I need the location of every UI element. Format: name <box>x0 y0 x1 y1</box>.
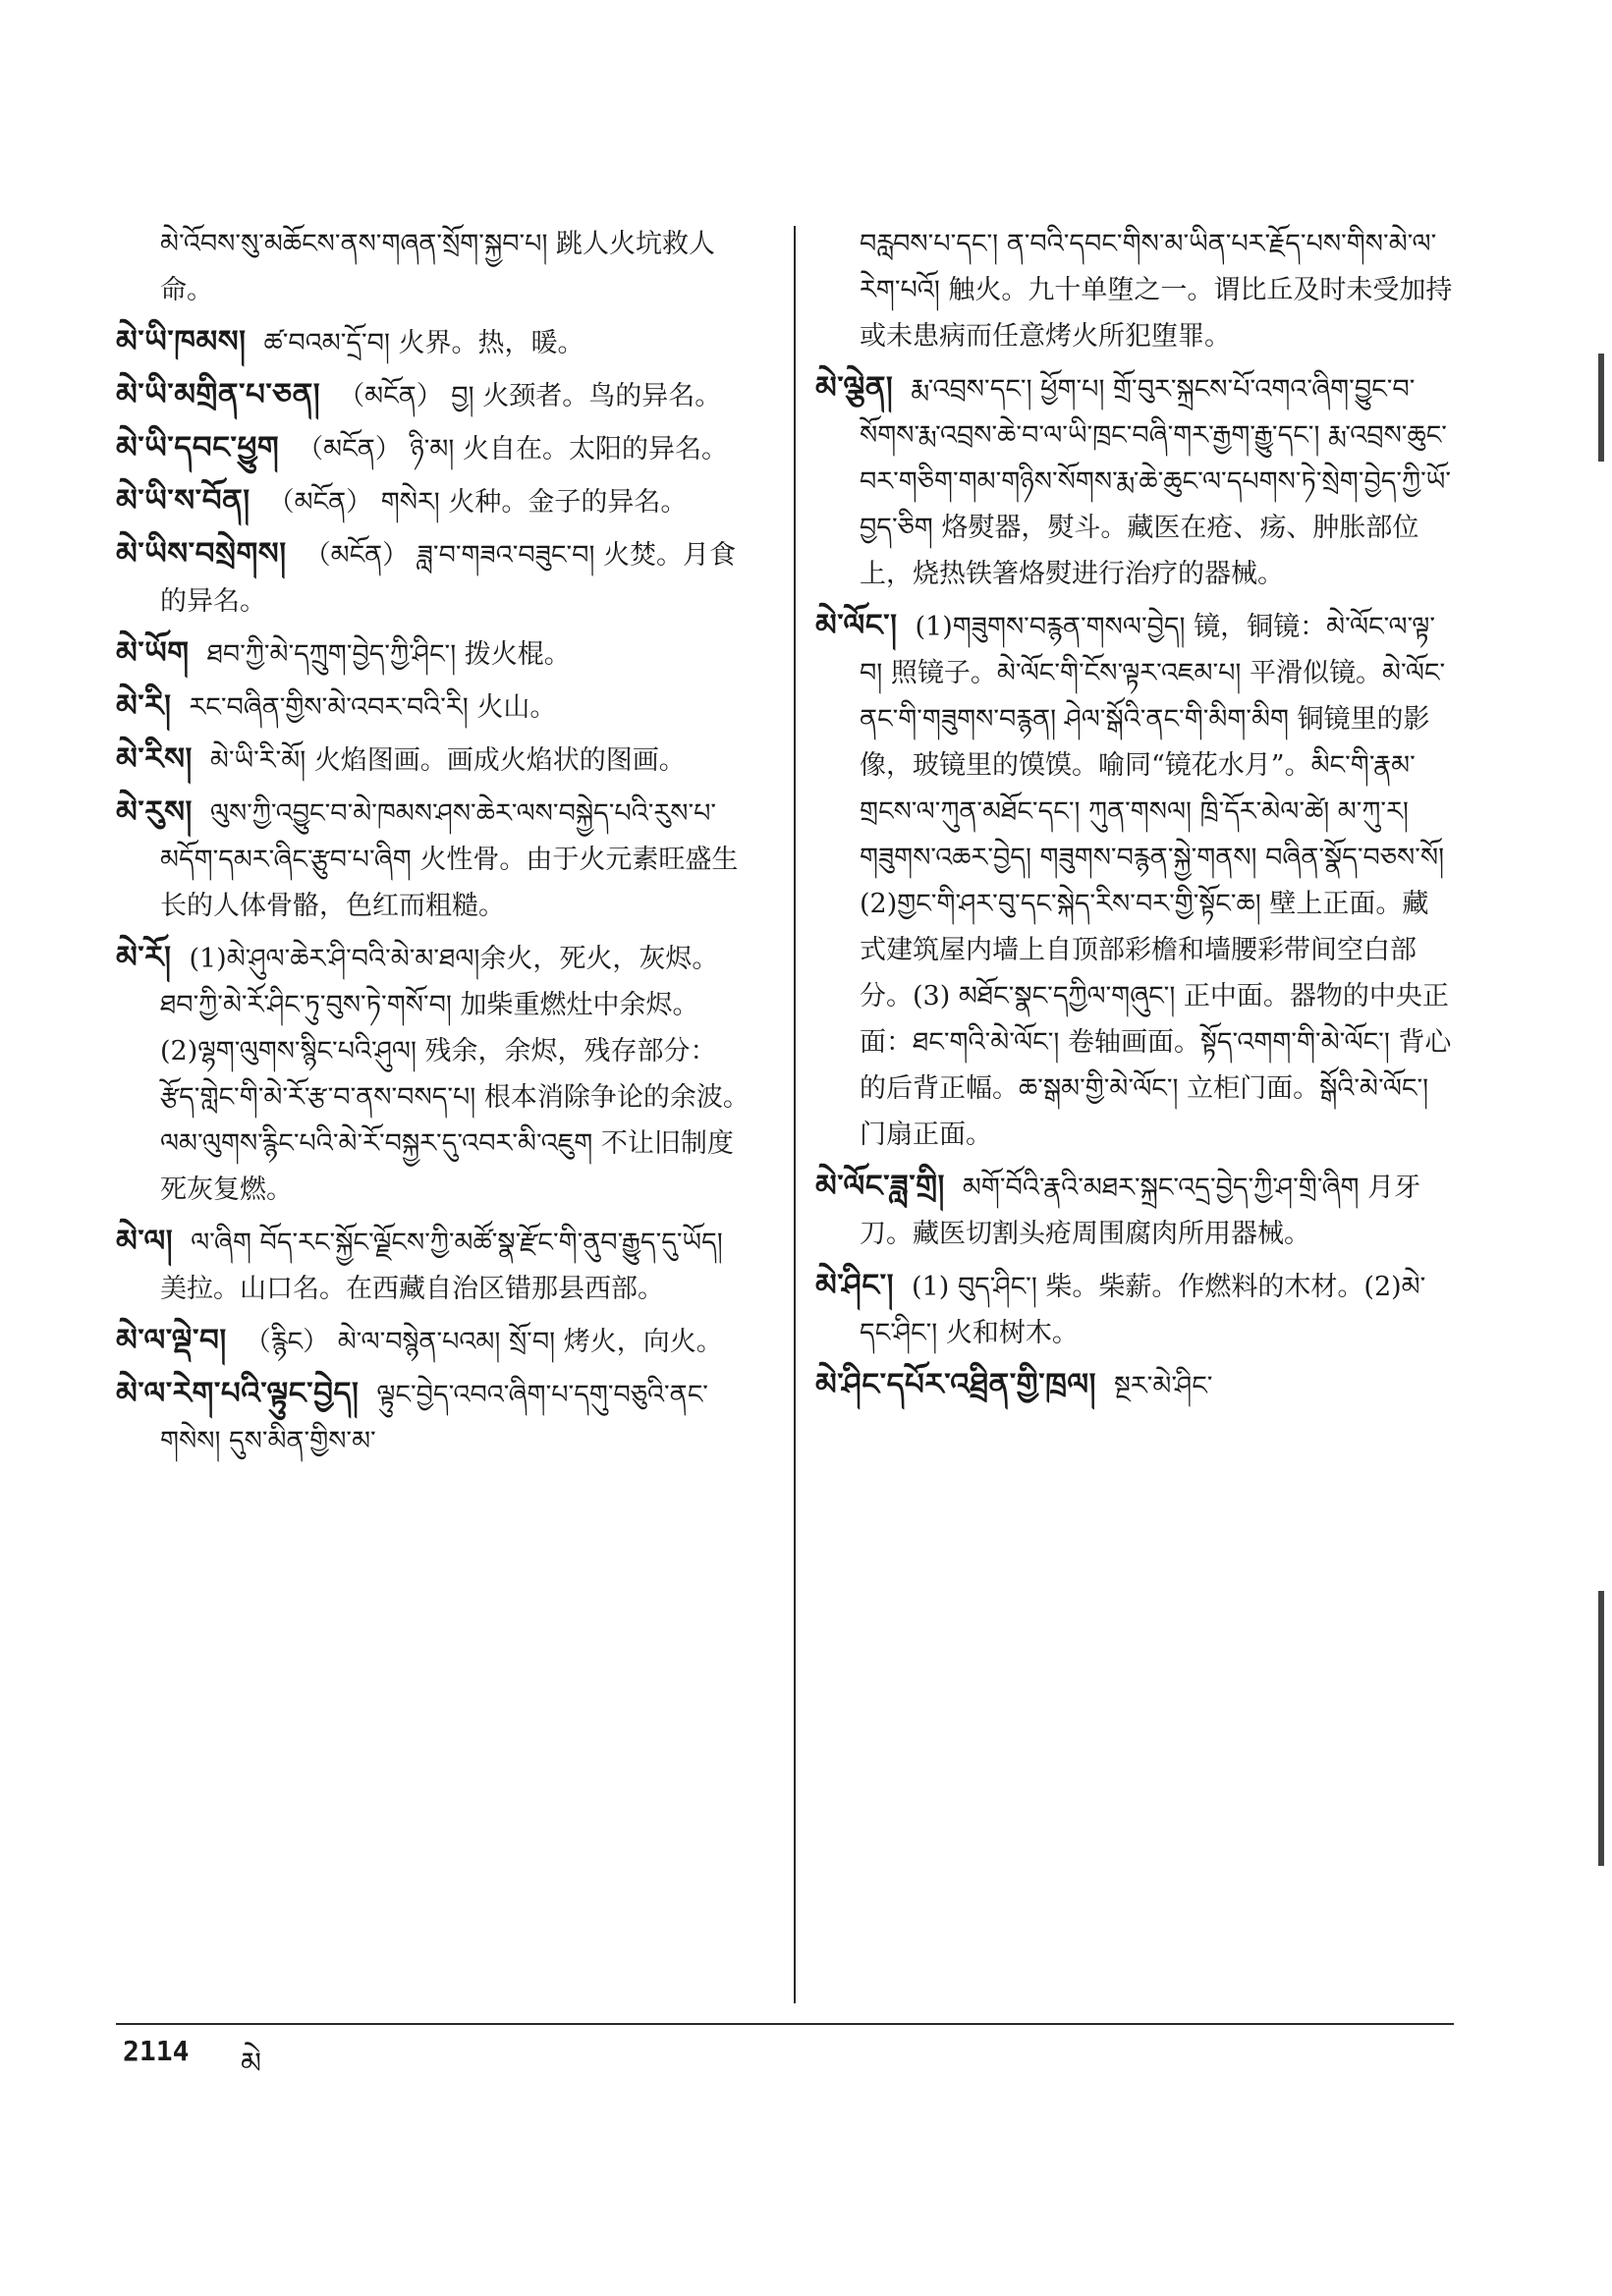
definition: ཐབ་ཀྱི་མེ་དཀྲུག་བྱེད་ཀྱི་ཤིང་། 拨火棍。 <box>206 639 571 670</box>
headword: མེ་ཡི་དབང་ཕྱུག <box>116 430 280 465</box>
dictionary-entry <box>116 935 754 1213</box>
dictionary-entry <box>116 683 754 731</box>
headword: མེ་ལོང་། <box>815 608 898 643</box>
dictionary-entry <box>116 221 754 313</box>
dictionary-entry <box>116 372 754 419</box>
definition: མགོ་བོའི་རྣའི་མཐར་སྐྲང་འདྲ་བྱེད་ཀྱི་ཤ་གྲི་ཞིག 月牙刀。藏医切割头疮周围腐肉所用器械。 <box>860 1173 1421 1249</box>
definition: རྨ་འབྲས་དང་། ཕྱོག་པ། གྲོ་བུར་སྐྲངས་པོ་འགའ་ཞིག་བྱུང་བ་སོགས་རྨ་འབྲས་ཆེ་བ་ལ་ཡི་ཁྲང་བཞི་གར་རྒྱག་རྒྱུ་དང་། རྨ་འབྲས་ཆུང་བར་གཅིག་གམ་གཉིས་སོགས་རྨ་ཆེ་ཆུང་ལ་དཔགས་ཏེ་སྲེག་བྱེད་ཀྱི་ཡོ་བྱད་ཅིག 烙熨器，熨斗。藏医在疮、疡、肿胀部位上，烧热铁箸烙熨进行治疗的器械。 <box>860 374 1451 589</box>
scan-edge-mark <box>1598 1591 1604 1866</box>
dictionary-entry <box>815 365 1454 597</box>
headword: མེ་ལོང་ཟླ་གྲི། <box>815 1169 945 1204</box>
headword: མེ་ཡོག <box>116 635 190 671</box>
dictionary-entry <box>116 1371 754 1464</box>
dictionary-entry <box>116 425 754 472</box>
headword: མེ་ལ་རེག་པའི་ལྟུང་བྱེད། <box>116 1376 360 1411</box>
dictionary-entry <box>815 1263 1454 1356</box>
column-divider <box>794 226 796 2003</box>
running-head: མེ <box>241 2047 262 2081</box>
headword: མེ་ཤིང་དཔོར་འཐྲིན་གྱི་ཁྲལ། <box>815 1367 1097 1402</box>
headword: མེ་ཡིས་བསྲེགས། <box>116 536 287 572</box>
definition: ལུས་ཀྱི་འབྱུང་བ་མེ་ཁམས་ཤས་ཆེར་ལས་བསྐྱེད་པའི་རུས་པ་མདོག་དམར་ཞིང་རྩུབ་པ་ཞིག 火性骨。由于火元素旺盛生长的人体骨骼，色红而粗糙。 <box>160 798 739 921</box>
dictionary-entry <box>116 1219 754 1312</box>
dictionary-entry <box>116 478 754 525</box>
definition: （མངོན） ཉི་མ། 火自在。太阳的异名。 <box>297 434 728 465</box>
dictionary-entry <box>116 531 754 625</box>
page-number: 2114 <box>123 2035 190 2067</box>
headword: མེ་ཡི་ས་བོན། <box>116 483 250 519</box>
dictionary-entry <box>815 221 1454 359</box>
definition: རང་བཞིན་གྱིས་མེ་འབར་བའི་རི། 火山。 <box>189 692 557 723</box>
dictionary-entry <box>815 1362 1454 1409</box>
headword: མེ་ལ། <box>116 1224 174 1259</box>
dictionary-entry <box>116 790 754 929</box>
definition: མེ་ཡི་རི་མོ། 火焰图画。画成火焰状的图画。 <box>209 745 686 776</box>
dictionary-entry <box>116 319 754 366</box>
dictionary-entry <box>815 603 1454 1158</box>
headword: མེ་ལ་ལྡེ་བ། <box>116 1323 227 1358</box>
left-column <box>116 221 754 1470</box>
dictionary-entry <box>116 737 754 784</box>
definition: （མངོན） ཟླ་བ་གཟའ་བཟུང་བ། 火焚。月食的异名。 <box>160 540 737 617</box>
definition: བརླབས་པ་དང་། ན་བའི་དབང་གིས་མ་ཡིན་པར་རྗོད་པས་གིས་མེ་ལ་རེག་པའོ། 触火。九十单堕之一。谓比丘及时未受加持或未患病而任意烤火所犯堕罪。 <box>860 229 1453 352</box>
dictionary-entry <box>116 1318 754 1365</box>
definition: （རྙིང） མེ་ལ་བསྙེན་པའམ། སྲོ་བ། 烤火，向火。 <box>244 1327 723 1357</box>
definition: (1)གཟུགས་བརྙན་གསལ་བྱེད། 镜，铜镜：མེ་ལོང་ལ་ལྟ་བ། 照镜子。མེ་ལོང་གི་ངོས་ལྟར་འཇམ་པ། 平滑似镜。མེ་ལོང་ནང་གི་གཟུགས་བརྙན། ཤེལ་སྒོའི་ནང་གི་མིག་མིག 铜镜里的影像，玻镜里的馍馍。喻同“镜花水月”。མིང་གི་རྣམ་གྲངས་ལ་ཀུན་མཐོང་དང་། ཀུན་གསལ། ཁྲི་དོར་མེལ་ཚེ། མ་ཀུ་ར། གཟུགས་འཆར་བྱེད། གཟུགས་བརྙན་སྐྱེ་གནས། བཞིན་སྣོད་བཅས་སོ། (2)གྱང་གི་ཤར་བུ་དང་སྐེད་རིས་བར་གྱི་སྟོང་ཆ། 壁上正面。藏式建筑屋内墙上自顶部彩檐和墙腰彩带间空白部分。(3) མཐོང་སྣང་དཀྱིལ་གཞུང་། 正中面。器物的中央正面：ཐང་གའི་མེ་ལོང་། 卷轴画面。སྟོད་འགག་གི་མེ་ལོང་། 背心的后背正幅。ཆ་སྒམ་གྱི་མེ་ལོང་། 立柜门面。སྒོའི་མེ་ལོང་། 门扇正面。 <box>860 612 1452 1150</box>
dictionary-entry <box>116 630 754 678</box>
right-column <box>815 221 1454 1415</box>
definition: （མངོན） བྱ། 火颈者。鸟的异名。 <box>338 381 722 411</box>
definition: མེ་འོབས་སུ་མཆོངས་ནས་གཞན་སྲོག་སྐྱབ་པ། 跳人火坑救人命。 <box>160 229 716 305</box>
headword: མེ་རོ། <box>116 940 172 975</box>
footer-rule <box>116 2023 1454 2025</box>
headword: མེ་རི། <box>116 688 172 724</box>
definition: ཚ་བའམ་དྲོ་བ། 火界。热，暖。 <box>263 328 584 358</box>
definition: (1) བུད་ཤིང་། 柴。柴薪。作燃料的木材。(2)མེ་དང་ཤིང་། 火和树木。 <box>860 1272 1426 1348</box>
definition: སྔར་མེ་ཤིང་ <box>1114 1371 1213 1401</box>
definition: （མངོན） གསེར། 火种。金子的异名。 <box>267 487 688 518</box>
headword: མེ་རུས། <box>116 794 193 830</box>
scan-edge-mark <box>1598 354 1604 462</box>
definition: ལ་ཞིག བོད་རང་སྐྱོང་ལྗོངས་ཀྱི་མཚོ་སྣ་རྫོང་གི་ནུབ་རྒྱུད་དུ་ཡོད། 美拉。山口名。在西藏自治区错那县西部。 <box>160 1228 723 1304</box>
headword: མེ་ཡི་མགྲིན་པ་ཅན། <box>116 377 321 412</box>
headword: མེ་ལྕེན། <box>815 370 894 406</box>
headword: མེ་ཡི་ཁམས། <box>116 324 247 359</box>
headword: མེ་ཤིང་། <box>815 1268 894 1303</box>
definition: (1)མེ་ཤུལ་ཆེར་ཤི་བའི་མེ་མ་ཐལ།余火，死火，灰烬。ཐབ་ཀྱི་མེ་རོ་ཤིང་ཏུ་བུས་ཏེ་གསོ་བ། 加柴重燃灶中余烬。(2)ལྷག་ལུགས་སྙིང་པའི་ཤུལ། 残余，余烬，残存部分：རྩོད་གླེང་གི་མེ་རོ་རྩ་བ་ནས་བསད་པ། 根本消除争论的余波。ལམ་ལུགས་རྙིང་པའི་མེ་རོ་བསྐྱར་དུ་འབར་མི་འཇུག 不让旧制度死灰复燃。 <box>160 944 750 1205</box>
headword: མེ་རིས། <box>116 741 193 777</box>
definition: ལྟུང་བྱེད་འབའ་ཞིག་པ་དགུ་བཅུའི་ནང་གསེས། དུས་མིན་གྱིས་མ་ <box>160 1380 708 1456</box>
dictionary-entry <box>815 1164 1454 1257</box>
